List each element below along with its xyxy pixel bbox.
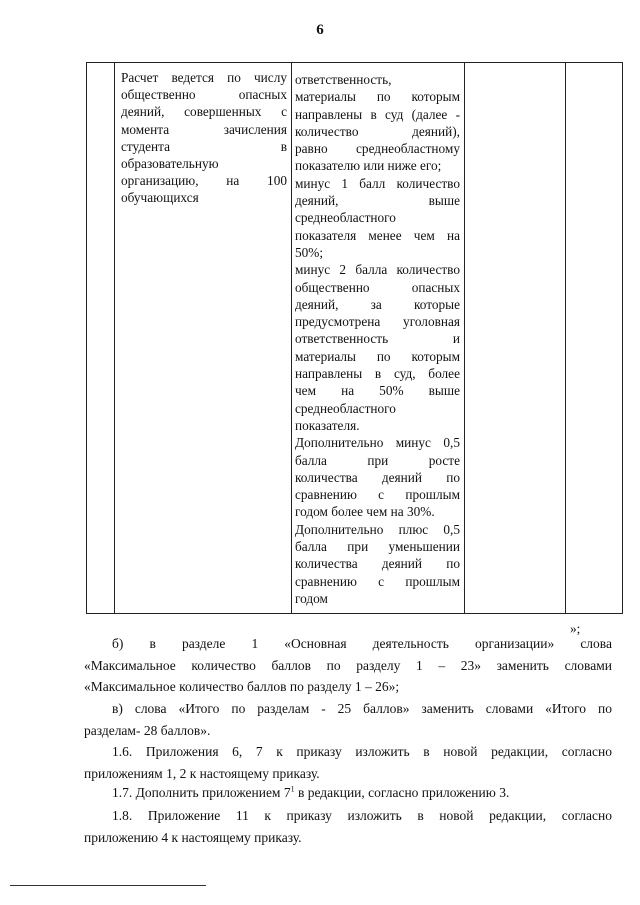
paragraph-b <box>84 633 612 698</box>
paragraph-line: приложению 4 к настоящему приказу. <box>84 829 302 845</box>
table-cell-line: минус 1 балл количество <box>295 175 460 191</box>
paragraph-line: «Максимальное количество баллов по разделу 1 – 23» заменить словами <box>84 657 612 673</box>
appendix-superscript: 1 <box>290 784 295 794</box>
paragraph-1-7-text: 1.7. Дополнить приложением 7 <box>112 785 291 800</box>
paragraph-line: 1.6. Приложения 6, 7 к приказу изложить в новой редакции, согласно <box>112 744 612 759</box>
table-cell-line: показателю или ниже его; <box>295 158 442 174</box>
table-cell-line: общественно опасных <box>295 279 460 295</box>
table-column-divider <box>565 63 566 613</box>
paragraph-line: б) в разделе 1 «Основная деятельность организации» слова <box>112 636 612 651</box>
table-cell-line: минус 2 балла количество <box>295 262 460 278</box>
table-cell-line: показателя. <box>295 417 360 433</box>
table-cell-line: годом более чем на 30%. <box>295 504 435 520</box>
table-cell-scoring <box>295 71 460 607</box>
paragraph-1-7 <box>84 782 612 804</box>
table-cell-line: 50%; <box>295 244 324 260</box>
table-cell-line: материалы по которым <box>295 348 460 364</box>
paragraph-1-6 <box>84 741 612 784</box>
table-column-divider <box>114 63 115 613</box>
table-cell-line: направлены в суд, более <box>295 366 460 382</box>
table-cell-line: Расчет ведется по числу <box>121 70 287 85</box>
table-cell-line: момента зачисления <box>121 121 287 137</box>
table-cell-line: среднеобластного <box>295 210 396 226</box>
table-cell-line: балла при уменьшении <box>295 539 460 555</box>
table-cell-line: Дополнительно плюс 0,5 <box>295 521 460 537</box>
table-cell-line: материалы по которым <box>295 89 460 105</box>
table-cell-line: студента в <box>121 138 287 154</box>
table-column-divider <box>464 63 465 613</box>
table-cell-line: чем на 50% выше <box>295 383 460 399</box>
paragraph-line: разделам- 28 баллов». <box>84 722 211 738</box>
table-cell-line: предусмотрена уголовная <box>295 314 460 330</box>
table-column-divider <box>291 63 292 613</box>
table-cell-line: равно среднеобластному <box>295 141 460 157</box>
table-cell-line: организацию, на 100 <box>121 173 287 189</box>
table-cell-line: количество деяний), <box>295 123 460 139</box>
table-cell-line: показателя менее чем на <box>295 227 460 243</box>
paragraph-1-8 <box>84 805 612 848</box>
paragraph-1-7-text-end: в редакции, согласно приложению 3. <box>294 785 510 800</box>
table-cell-line: количества деяний по <box>295 469 460 485</box>
table-cell-line: общественно опасных <box>121 87 287 103</box>
table-cell-line: деяний, выше <box>295 193 460 209</box>
table-cell-line: годом <box>295 590 328 606</box>
table-cell-line: ответственность, <box>295 72 392 87</box>
paragraph-1-7-line <box>84 782 612 804</box>
paragraph-line: 1.8. Приложение 11 к приказу изложить в новой редакции, согласно <box>112 808 612 823</box>
table-cell-line: обучающихся <box>121 190 199 206</box>
table-cell-line: деяний, за которые <box>295 296 460 312</box>
paragraph-line: приложениям 1, 2 к настоящему приказу. <box>84 765 320 781</box>
table-border-right <box>622 63 623 613</box>
table-cell-line: образовательную <box>121 156 219 172</box>
table-cell-line: балла при росте <box>295 452 460 468</box>
paragraph-v <box>84 698 612 741</box>
table-cell-line: направлены в суд (далее - <box>295 106 460 122</box>
table-border-left <box>86 63 87 613</box>
paragraph-line: «Максимальное количество баллов по разделу 1 – 26»; <box>84 679 400 694</box>
table-cell-line: деяний, совершенных с <box>121 104 287 120</box>
table-cell-line: сравнению с прошлым <box>295 573 460 589</box>
paragraph-line: в) слова «Итого по разделам - 25 баллов» заменить словами «Итого по <box>112 701 612 716</box>
table-cell-line: Дополнительно минус 0,5 <box>295 435 460 451</box>
table-cell-line: сравнению с прошлым <box>295 487 460 503</box>
table-cell-line: среднеобластного <box>295 400 396 416</box>
criteria-table <box>86 62 623 614</box>
footnote-rule <box>10 885 206 886</box>
table-cell-line: количества деяний по <box>295 556 460 572</box>
table-closing-quote: »; <box>570 621 581 636</box>
page-number: 6 <box>316 22 324 38</box>
table-cell-calculation <box>121 69 287 207</box>
table-cell-line: ответственность и <box>295 331 460 347</box>
